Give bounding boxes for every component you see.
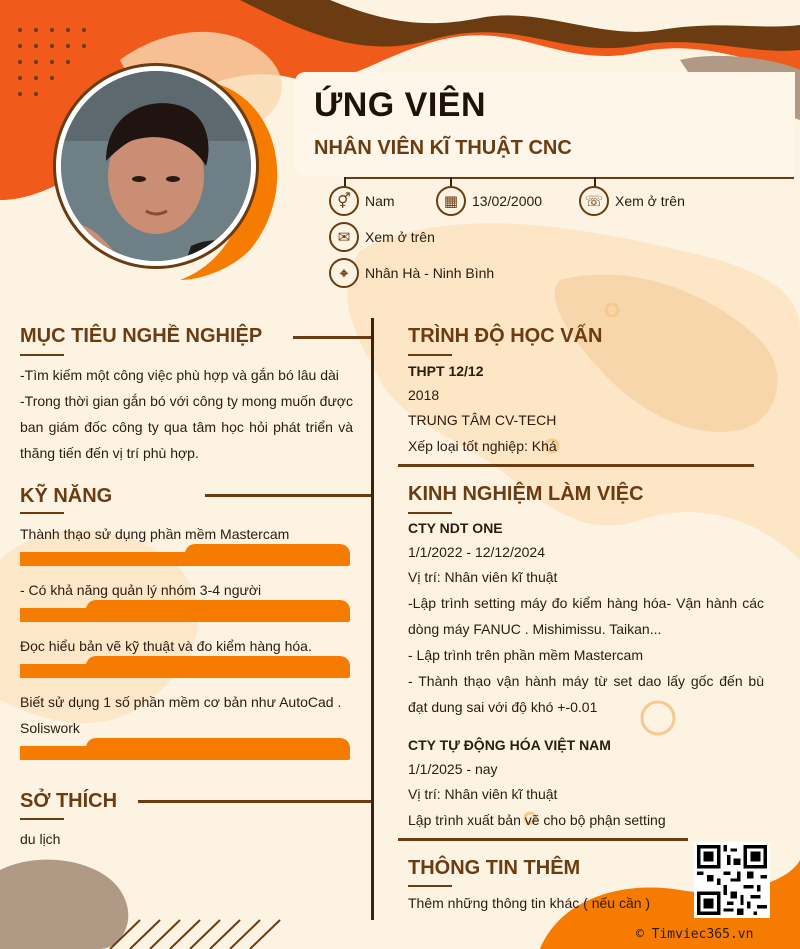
hobbies-title-rule (138, 800, 371, 803)
skill-label: Thành thạo sử dụng phần mềm Mastercam (20, 526, 290, 542)
calendar-icon: ▦ (436, 186, 466, 216)
skill-label: Đọc hiểu bản vẽ kỹ thuật và đo kiểm hàng hóa. (20, 638, 312, 654)
center-divider (371, 318, 374, 920)
candidate-name: ỨNG VIÊN (314, 86, 487, 124)
objective-line-1: -Tìm kiếm một công việc phù hợp và gắn bó lâu dài (20, 367, 339, 383)
job-period: 1/1/2022 - 12/12/2024 (408, 544, 546, 560)
address-value: Nhân Hà - Ninh Bình (365, 265, 495, 281)
experience-bottom-rule (398, 838, 688, 841)
job-description: -Lập trình setting máy đo kiểm hàng hóa- Vận hành các dòng máy FANUC . Mishimissu. Taikan... (408, 595, 764, 637)
qr-code (694, 842, 770, 918)
gender-icon: ⚥ (329, 186, 359, 216)
skill-bar-hump (185, 544, 350, 554)
skill-bar-hump (86, 600, 350, 610)
info-address (329, 258, 494, 288)
extra-underline (408, 885, 452, 887)
job-description: - Lập trình trên phần mềm Mastercam (408, 647, 643, 663)
education-title: TRÌNH ĐỘ HỌC VẤN (408, 325, 603, 347)
skill-bar (20, 552, 350, 566)
avatar (61, 71, 251, 261)
email-icon: ✉ (329, 222, 359, 252)
objective-line-2: -Trong thời gian gắn bó với công ty mong muốn được ban giám đốc công ty qua tâm học hỏi phát triển và thăng tiến đến vị trí phù hợp. (20, 393, 353, 461)
qr-code-icon (697, 845, 767, 915)
info-email (329, 222, 435, 252)
info-top-divider (344, 177, 794, 179)
hobbies-text: du lịch (20, 831, 61, 847)
avatar-placeholder-icon (61, 71, 251, 261)
education-level: THPT 12/12 (408, 363, 484, 379)
watermark: © Timviec365.vn (636, 927, 754, 942)
skill-bar-fill (20, 746, 350, 760)
education-bottom-rule (398, 464, 754, 467)
education-grade: Xếp loại tốt nghiệp: Khá (408, 438, 557, 454)
skill-bar-fill (20, 608, 350, 622)
phone-value: Xem ở trên (615, 193, 685, 209)
job-company: CTY NDT ONE (408, 520, 503, 536)
job-position: Vị trí: Nhân viên kĩ thuật (408, 786, 558, 802)
avatar-frame (56, 66, 256, 266)
job-period: 1/1/2025 - nay (408, 761, 498, 777)
skill-bar (20, 608, 350, 622)
gender-value: Nam (365, 193, 395, 209)
hobbies-title: SỞ THÍCH (20, 790, 118, 812)
job-description: - Thành thạo vận hành máy từ set dao lấy gốc đến bù đạt dung sai với độ khó +-0.01 (408, 673, 764, 715)
skill-bar-hump (86, 656, 350, 666)
job-company: CTY TỰ ĐỘNG HÓA VIỆT NAM (408, 737, 611, 753)
phone-icon: ☏ (579, 186, 609, 216)
job-position: Vị trí: Nhân viên kĩ thuật (408, 569, 558, 585)
skills-title-rule (205, 494, 371, 497)
skill-bar-fill (20, 664, 350, 678)
job-description: Lập trình xuất bản vẽ cho bộ phận setting (408, 812, 666, 828)
skills-title: KỸ NĂNG (20, 485, 113, 507)
skill-label: - Có khả năng quản lý nhóm 3-4 người (20, 582, 262, 598)
skill-bar (20, 664, 350, 678)
experience-title: KINH NGHIỆM LÀM VIỆC (408, 483, 644, 505)
experience-underline (408, 512, 452, 514)
dob-value: 13/02/2000 (472, 193, 543, 209)
info-dob (436, 186, 542, 216)
skill-label: Biết sử dụng 1 số phần mềm cơ bản như AutoCad . Soliswork (20, 694, 342, 736)
education-underline (408, 354, 452, 356)
job-title: NHÂN VIÊN KĨ THUẬT CNC (314, 137, 572, 159)
email-value: Xem ở trên (365, 229, 435, 245)
skills-underline (20, 512, 64, 514)
info-gender (329, 186, 395, 216)
hobbies-underline (20, 818, 64, 820)
education-year: 2018 (408, 387, 440, 403)
education-school: TRUNG TÂM CV-TECH (408, 412, 557, 428)
info-phone (579, 186, 685, 216)
extra-text: Thêm những thông tin khác ( nếu cần ) (408, 895, 651, 911)
objective-title-rule (293, 336, 371, 339)
extra-title: THÔNG TIN THÊM (408, 857, 581, 879)
skill-bar-hump (86, 738, 350, 748)
location-pin-icon: ⌖ (329, 258, 359, 288)
skill-bar-fill (20, 552, 350, 566)
objective-underline (20, 354, 64, 356)
skill-bar (20, 746, 350, 760)
objective-title: MỤC TIÊU NGHỀ NGHIỆP (20, 325, 263, 347)
